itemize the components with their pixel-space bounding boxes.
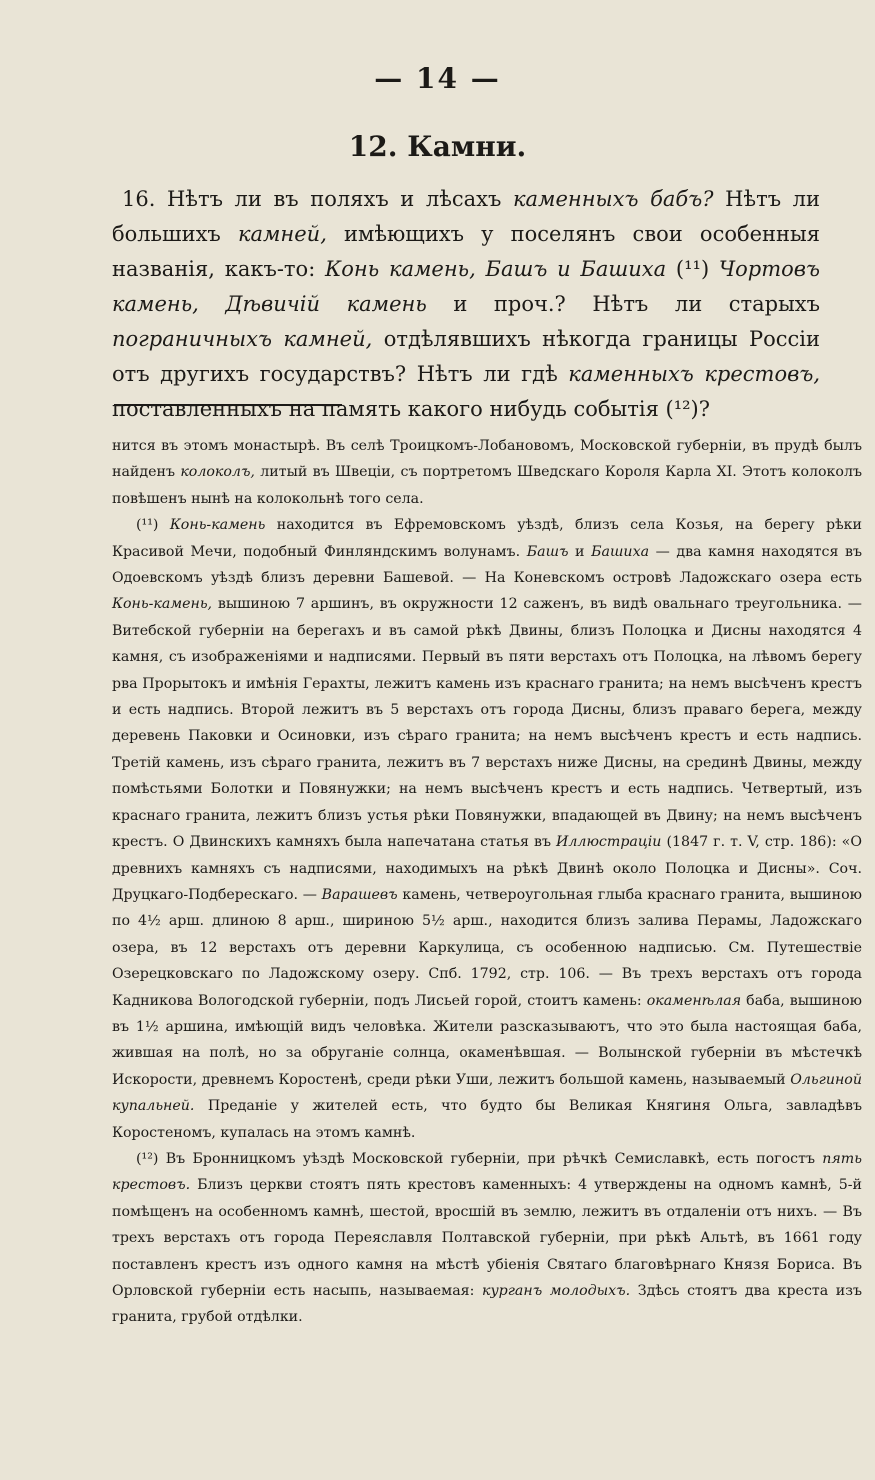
main-text-segment: Нѣтъ ли большихъ (112, 187, 820, 246)
footnote-text: и (568, 543, 592, 560)
footnote-emphasis: Башиха (591, 543, 650, 560)
main-text-segment: отдѣлявшихъ нѣкогда границы Россіи отъ другихъ государствъ? Нѣтъ ли гдѣ (112, 327, 820, 386)
main-paragraph (112, 182, 820, 427)
main-text-emphasis: камней, (237, 222, 327, 246)
footnote-emphasis: Иллюстраціи (556, 834, 662, 851)
footnote-divider (114, 404, 342, 406)
page-number: — 14 — (374, 62, 501, 95)
footnote-text: Преданіе у жителей есть, что будто бы Великая Княгиня Ольга, завладѣвъ Коростеномъ, купалась на этомъ камнѣ. (112, 1098, 862, 1141)
footnote-text: Здѣсь стоятъ два креста изъ гранита, грубой отдѣлки. (112, 1283, 862, 1326)
footnote-text: литый въ Швеціи, съ портретомъ Шведскаго Короля Карла XI. Этотъ колоколъ повѣшенъ нынѣ на колокольнѣ того села. (112, 464, 862, 507)
footnote-text: баба, вышиною въ 1½ аршина, имѣющій видъ человѣка. Жители разсказываютъ, что это была настоящая баба, жившая на полѣ, но за обруганіе солнца, окаменѣвшая. — Волынской губерніи въ мѣстечкѣ Искорости, древнемъ Коростенѣ, среди рѣки Уши, лежитъ большой камень, называемый (112, 992, 862, 1088)
footnote-emphasis: Конь-камень (169, 517, 266, 534)
footnote-marker: (¹¹) (136, 517, 170, 534)
main-text-segment: и проч.? Нѣтъ ли старыхъ (426, 292, 821, 316)
footnote-text: камень, четвероугольная глыба краснаго гранита, вышиною по 4½ арш. длиною 8 арш., шириною 5½ арш., находится близъ залива Перамы, Ладожскаго озера, въ 12 верстахъ отъ деревни Каркулица, съ особенною надписью. См. Путешествіе Озерецковскаго по Ладожскому озеру. Спб. 1792, стр. 106. — Въ трехъ верстахъ отъ города Кадникова Вологодской губерніи, подъ Лисьей горой, стоитъ камень: (112, 886, 862, 1009)
footnote-emphasis: Башъ (526, 543, 569, 560)
footnote-emphasis: окаменѣлая (646, 992, 742, 1009)
footnote-12 (112, 1146, 862, 1331)
main-text-segment: имѣющихъ у поселянъ свои особенныя названія, какъ-то: (112, 222, 820, 281)
footnote-emphasis: Конь-камень, (112, 596, 213, 613)
footnote-ref-11: (¹¹) (666, 257, 719, 281)
footnote-text: вышиною 7 аршинъ, въ окружности 12 саженъ, въ видѣ овальнаго треугольника. — Витебской губерніи на берегахъ и въ самой рѣкѣ Двины, близъ Полоцка и Дисны находятся 4 камня, съ изображеніями и надписями. Первый въ пяти верстахъ отъ Полоцка, на лѣвомъ берегу рва Прорытокъ и имѣнія Герахты, лежитъ камень изъ краснаго гранита; на немъ высѣченъ крестъ и есть надпись. Второй лежитъ въ 5 верстахъ отъ города Дисны, близъ праваго берега, между деревень Паковки и Осиновки, изъ сѣраго гранита; на немъ высѣченъ крестъ и есть надпись. Третій камень, изъ сѣраго гранита, лежитъ въ 7 верстахъ ниже Дисны, на срединѣ Двины, между помѣстьями Болотки и Повянужки; на немъ высѣченъ крестъ и есть надпись. Четвертый, изъ краснаго гранита, лежитъ близъ устья рѣки Повянужки, впадающей въ Двину; на немъ высѣченъ крестъ. О Двинскихъ камняхъ была напечатана статья въ (112, 596, 862, 851)
main-text-emphasis: каменныхъ бабъ? (512, 187, 714, 211)
section-title: 12. Камни. (348, 130, 527, 163)
footnote-emphasis: Варашевъ (321, 886, 398, 903)
main-text-emphasis: Конь камень, Башъ и Башиха (325, 257, 667, 281)
main-text-emphasis: пограничныхъ камней, (112, 327, 373, 351)
footnote-text: (¹²) Въ Бронницкомъ уѣздѣ Московской губерніи, при рѣчкѣ Семиславкѣ, есть погостъ (136, 1150, 823, 1167)
footnote-emphasis: курганъ молодыхъ. (481, 1283, 631, 1299)
footnote-text: — два камня находятся въ Одоевскомъ уѣздѣ близъ деревни Башевой. — На Коневскомъ островѣ Ладожскаго озера есть (112, 543, 863, 587)
footnote-emphasis: пять крестовъ. (112, 1150, 862, 1194)
footnote-emphasis: колоколъ, (180, 464, 255, 481)
footnote-text: находится въ Ефремовскомъ уѣздѣ, близъ села Козья, на берегу рѣки Красивой Мечи, подобный Финляндскимъ волунамъ. (112, 517, 862, 560)
main-text-emphasis: каменныхъ крестовъ, (568, 362, 820, 386)
footnote-text: нится въ этомъ монастырѣ. Въ селѣ Троицкомъ-Лобановомъ, Московской губерніи, въ прудѣ былъ найденъ (112, 438, 862, 481)
footnotes-block (112, 433, 862, 1331)
main-text-segment: 16. Нѣтъ ли въ поляхъ и лѣсахъ (122, 187, 513, 211)
footnote-text: Близъ церкви стоятъ пять крестовъ каменныхъ: 4 утверждены на одномъ камнѣ, 5-й помѣщенъ на особенномъ камнѣ, шестой, вросшій въ землю, лежитъ въ отдаленіи отъ нихъ. — Въ трехъ верстахъ отъ города Переяславля Полтавской губерніи, при рѣкѣ Альтѣ, въ 1661 году поставленъ крестъ изъ одного камня на мѣстѣ убіенія Святаго благовѣрнаго Князя Бориса. Въ Орловской губерніи есть насыпь, называемая: (112, 1177, 862, 1299)
main-text-emphasis: Чортовъ камень, Дѣвичій камень (112, 257, 820, 316)
footnote-10-continuation (112, 433, 862, 512)
footnote-emphasis: Ольгиной купальней. (112, 1071, 862, 1115)
footnote-text: (1847 г. т. V, стр. 186): «О древнихъ камняхъ съ надписями, находимыхъ на рѣкѣ Двинѣ около Полоцка и Дисны». Соч. Друцкаго-Подберескаго. — (112, 834, 862, 903)
main-text-segment: поставленныхъ на память какого нибудь событія (¹²)? (112, 397, 710, 421)
footnote-11 (112, 512, 862, 1146)
